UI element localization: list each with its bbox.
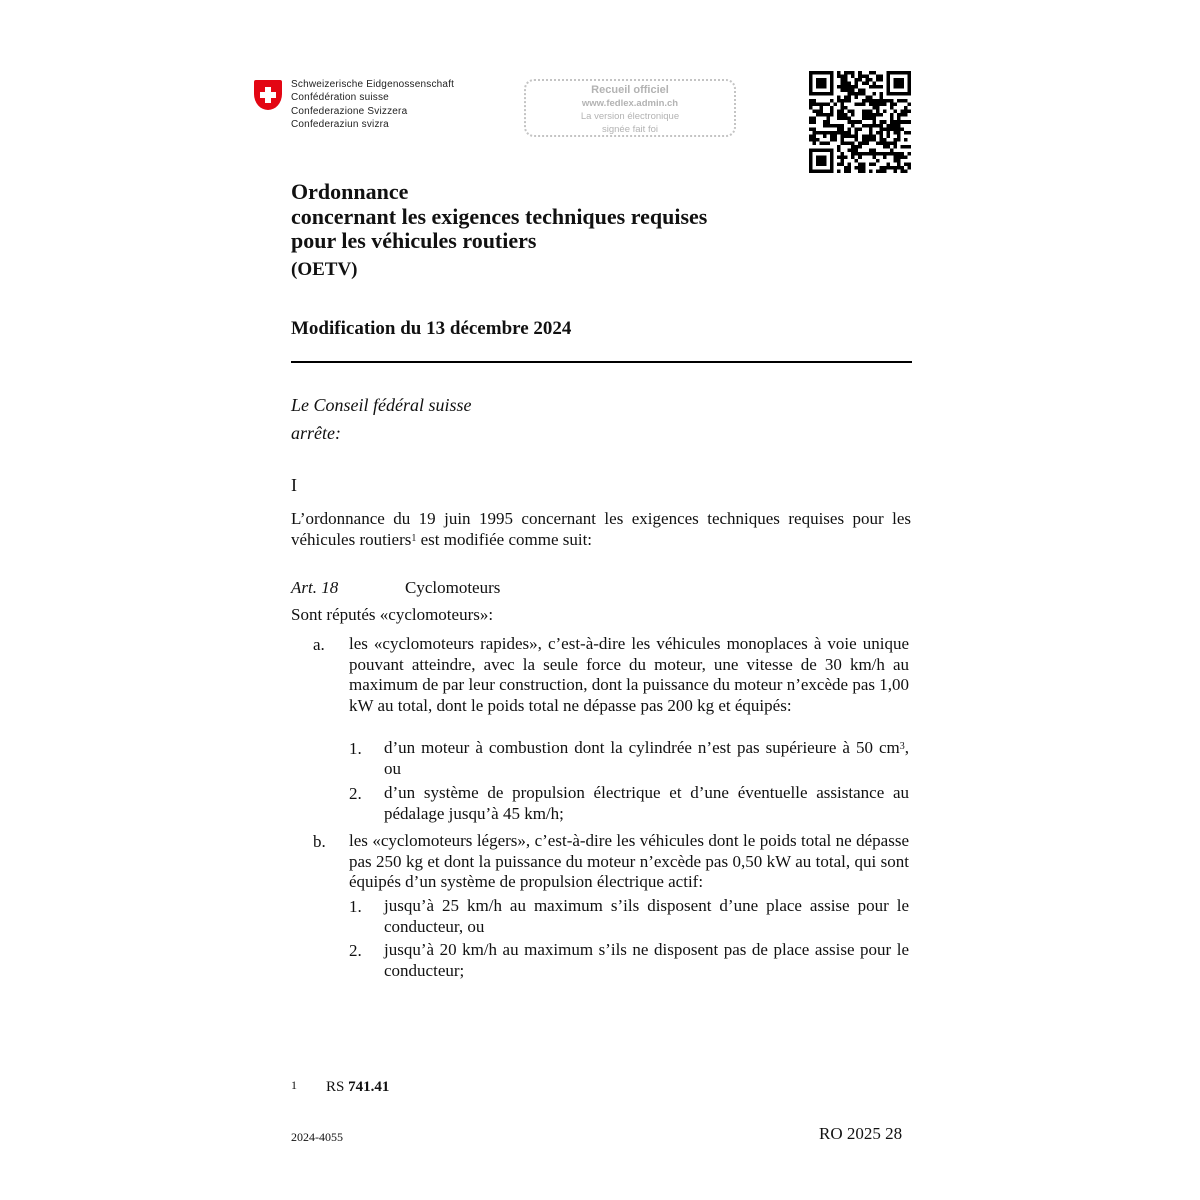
subitem-label-a1: 1. — [349, 739, 362, 758]
intro-paragraph — [291, 509, 911, 550]
title-line-3: pour les véhicules routiers — [291, 228, 537, 253]
preamble-verb: arrête: — [291, 423, 341, 443]
subitem-label-a2: 2. — [349, 784, 362, 803]
intro-text-end: est modifiée comme suit: — [416, 529, 593, 549]
subitem-text-a1-main: d’un moteur à combustion dont la cylindrée n’est pas supérieure à 50 cm — [384, 738, 900, 757]
preamble — [291, 391, 472, 447]
superscript-3: 3 — [899, 741, 905, 752]
subitem-text-b1: jusqu’à 25 km/h au maximum s’ils disposent d’une place assise pour le conducteur, ou — [384, 896, 909, 936]
article-title: Cyclomoteurs — [405, 578, 501, 597]
confederation-line-fr: Confédération suisse — [291, 92, 389, 104]
article-intro: Sont réputés «cyclomoteurs»: — [291, 605, 494, 624]
article-number: Art. 18 — [291, 578, 339, 597]
title-line-2: concernant les exigences techniques requises — [291, 203, 708, 229]
stamp-note-1: La version électronique — [580, 111, 680, 122]
official-collection-reference: RO 2025 28 — [819, 1124, 903, 1143]
title-line-1: Ordonnance — [291, 179, 409, 204]
subitem-label-b2: 2. — [349, 941, 362, 960]
stamp-note-2: signée fait foi — [602, 124, 658, 135]
subitem-text-a2: d’un système de propulsion électrique et d’une éventuelle assistance au pédalage jusqu’à 45 km/h; — [384, 783, 909, 823]
confederation-line-rm: Confederaziun svizra — [291, 119, 389, 131]
confederation-line-it: Confederazione Svizzera — [291, 105, 408, 117]
stamp-website: www.fedlex.admin.ch — [581, 98, 679, 109]
confederation-line-de: Schweizerische Eidgenossenschaft — [291, 79, 455, 90]
document-title — [291, 180, 707, 254]
title-abbreviation: (OETV) — [291, 259, 358, 280]
footnote-reference[interactable]: 1 — [411, 532, 417, 544]
stamp-title: Recueil officiel — [591, 84, 669, 96]
subitem-text-a1-end: , ou — [384, 738, 909, 778]
item-text-a: les «cyclomoteurs rapides», c’est-à-dire les véhicules monoplaces à voie unique pouvant atteindre, avec la seule force du moteur, une vitesse de 30 km/h au maximum de par leur construction, dont la puissance du moteur n’excède pas 1,00 kW au total, dont le poids total ne dépasse pas 200 kg et équipés: — [349, 634, 909, 715]
subitem-text-a1 — [384, 738, 909, 779]
swiss-flag-logo — [254, 80, 282, 110]
document-number: 2024-4055 — [291, 1130, 343, 1144]
qr-code-icon — [809, 71, 911, 173]
item-text-b: les «cyclomoteurs légers», c’est-à-dire les véhicules dont le poids total ne dépasse pas 250 kg et dont la puissance du moteur n’excède pas 0,50 kW au total, qui sont équipés d’un système de propulsion électrique actif: — [349, 831, 909, 891]
subitem-text-b2: jusqu’à 20 km/h au maximum s’ils ne disposent pas de place assise pour le conducteur; — [384, 940, 909, 980]
confederation-names — [291, 78, 454, 132]
modification-date: Modification du 13 décembre 2024 — [291, 318, 572, 339]
title-divider — [291, 361, 912, 363]
footnote-number: 1 — [291, 1078, 297, 1092]
item-label-b: b. — [313, 832, 326, 851]
official-collection-stamp — [524, 79, 736, 137]
subitem-label-b1: 1. — [349, 897, 362, 916]
preamble-authority: Le Conseil fédéral suisse — [291, 395, 472, 415]
intro-text: L’ordonnance du 19 juin 1995 concernant les exigences techniques requises pour les véhicules routiers — [291, 509, 911, 549]
footnote-reference-number: 741.41 — [348, 1079, 390, 1095]
item-label-a: a. — [313, 635, 325, 654]
section-number: I — [291, 475, 297, 495]
footnote-text — [326, 1079, 389, 1096]
footnote-prefix: RS — [326, 1079, 349, 1095]
